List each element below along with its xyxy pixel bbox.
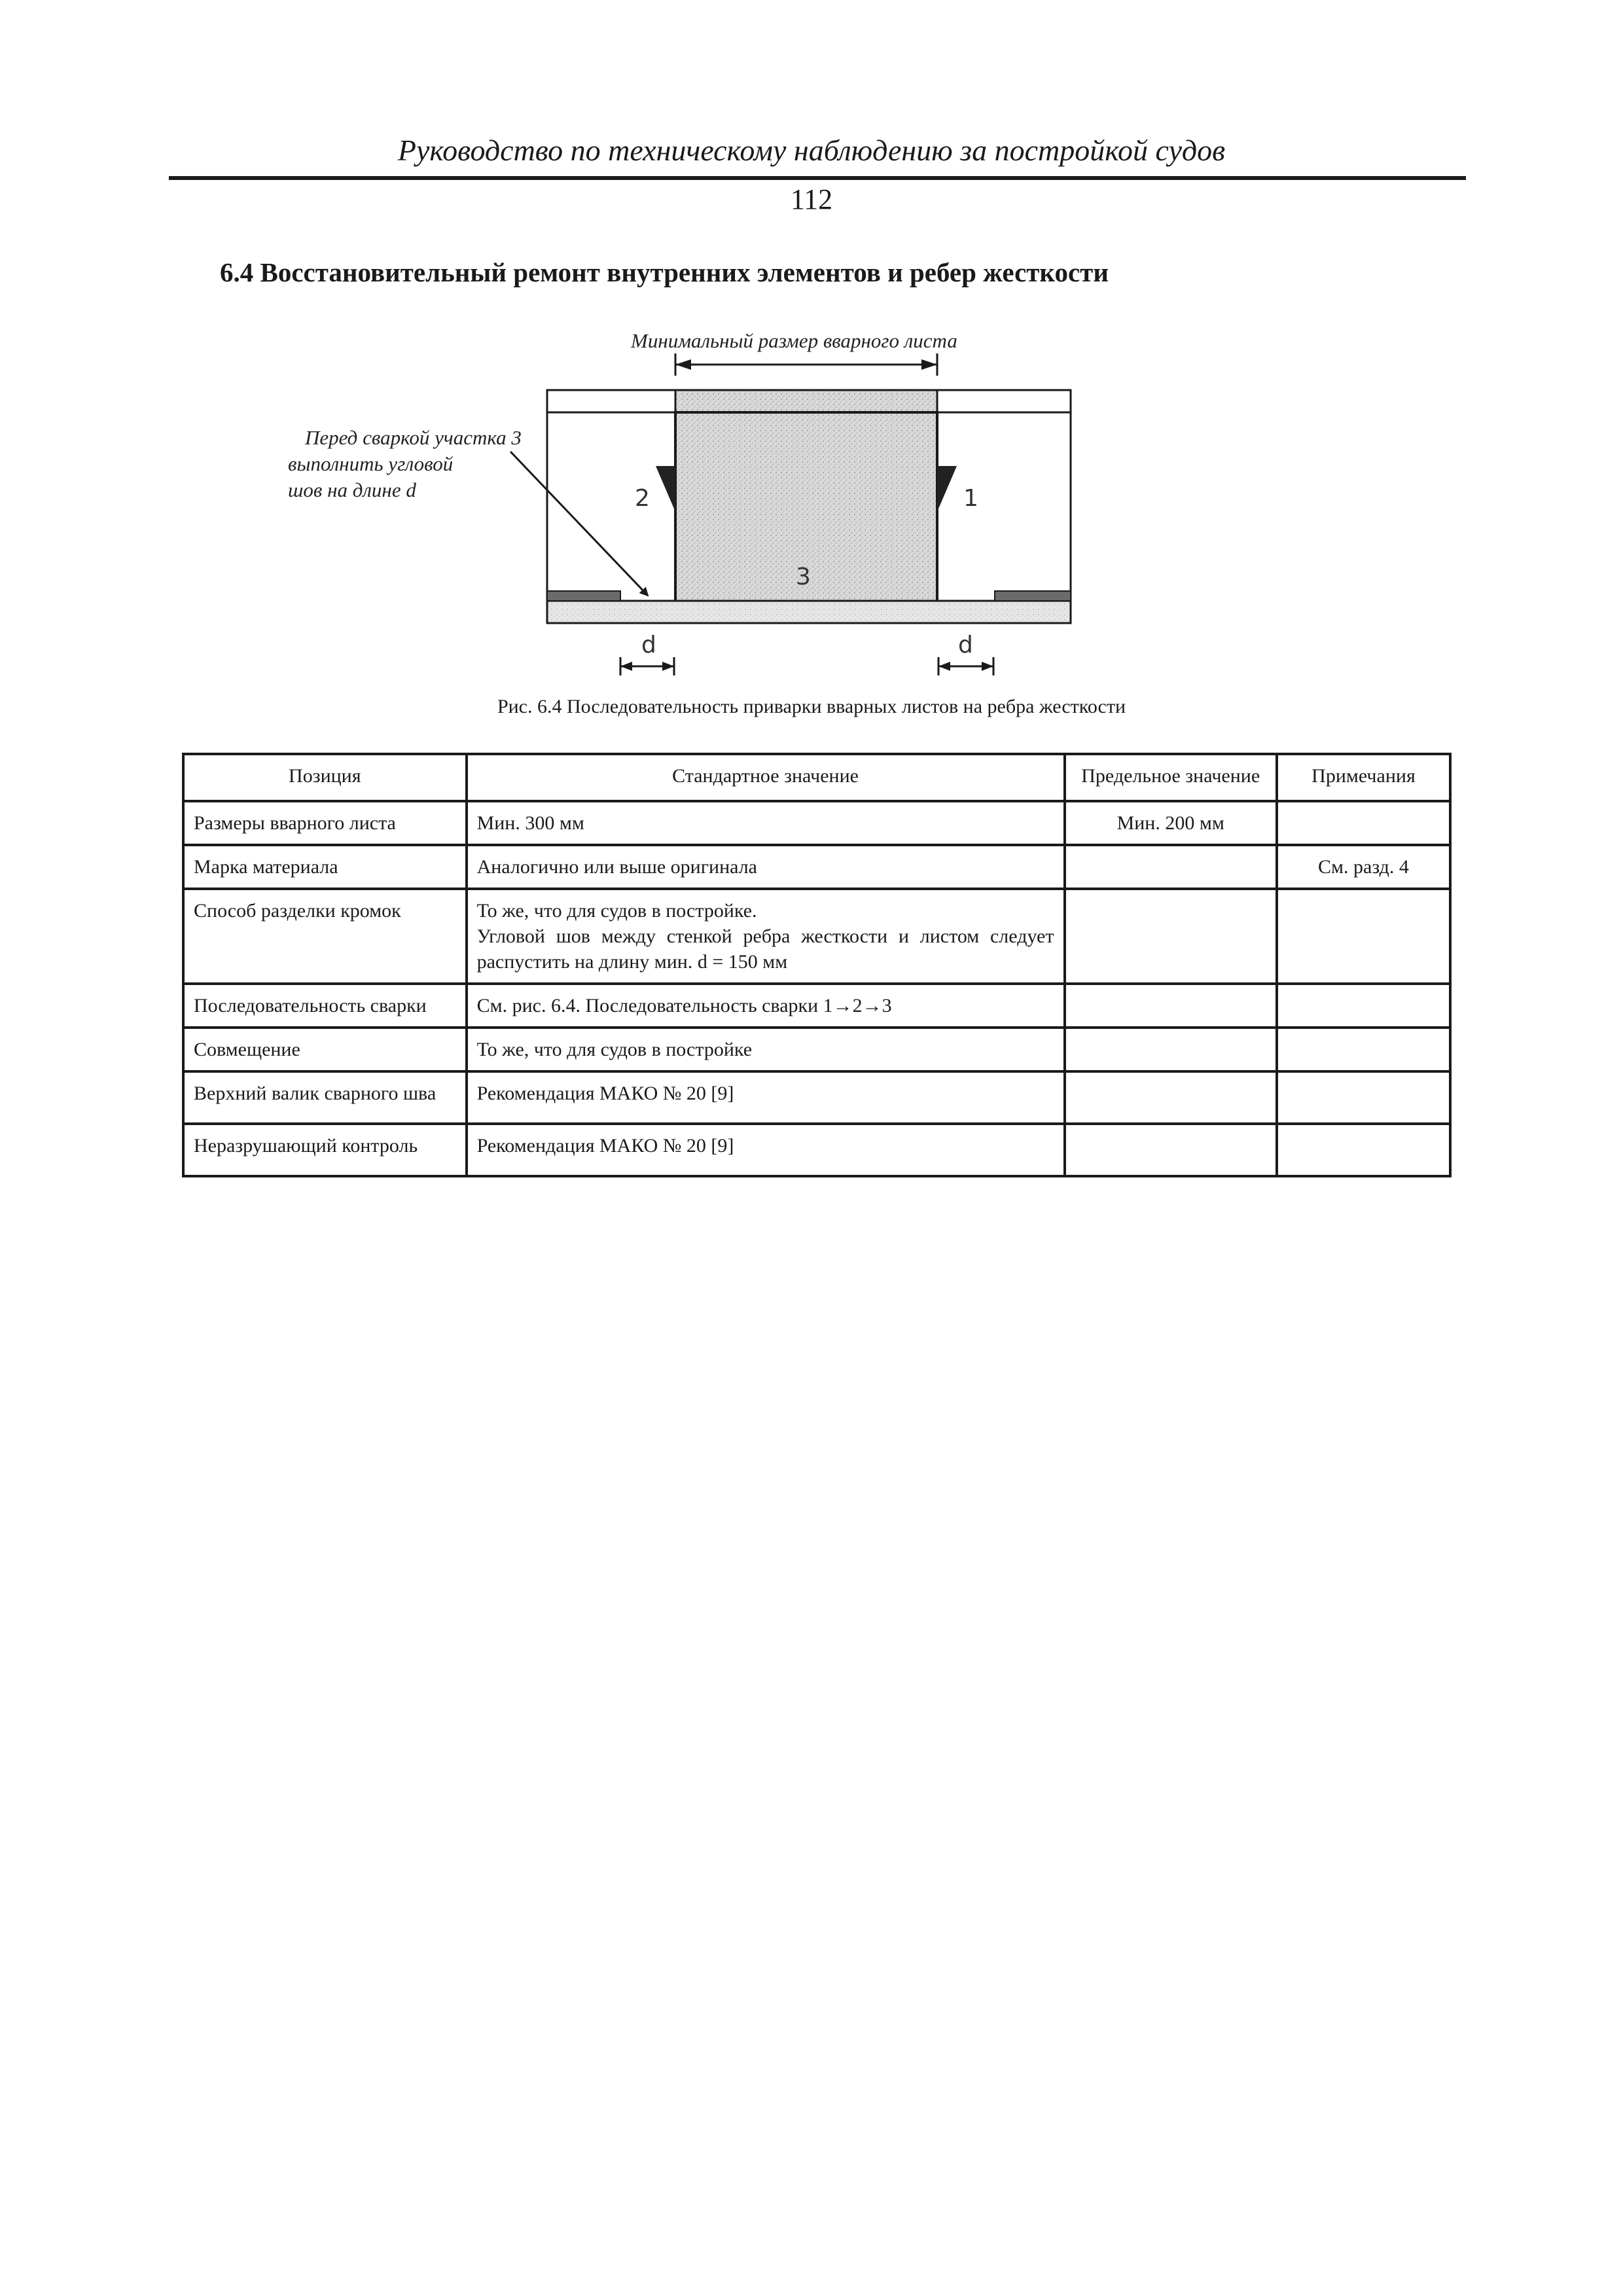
- running-title: Руководство по техническому наблюдению за постройкой судов: [397, 134, 1226, 167]
- table-header-row: [183, 754, 1450, 801]
- min-size-dimension: [675, 353, 937, 376]
- cell-note: См. разд. 4: [1277, 845, 1450, 889]
- weld-label-2: 2: [635, 485, 650, 512]
- cell-position: Верхний валик сварного шва: [183, 1071, 467, 1124]
- header-position: Позиция: [183, 754, 467, 801]
- table-row: [183, 1028, 1450, 1071]
- min-size-label: Минимальный размер вварного листа: [631, 329, 957, 352]
- table-row: [183, 984, 1450, 1028]
- cell-standard: [467, 889, 1065, 984]
- cell-limit: Мин. 200 мм: [1065, 801, 1277, 845]
- dim-d-left: [620, 657, 674, 675]
- cell-standard: Рекомендация МАКО № 20 [9]: [467, 1071, 1065, 1124]
- cell-standard-line: Угловой шов между стенкой ребра жесткости и листом следует распустить на длину мин. d = 150 мм: [476, 925, 1054, 973]
- header-notes: Примечания: [1277, 754, 1450, 801]
- cell-note: [1277, 1028, 1450, 1071]
- note-line-2: выполнить угловой: [288, 452, 454, 475]
- table-row: [183, 1071, 1450, 1124]
- cell-note: [1277, 1071, 1450, 1124]
- cell-standard: Рекомендация МАКО № 20 [9]: [467, 1124, 1065, 1176]
- cell-position: Размеры вварного листа: [183, 801, 467, 845]
- cell-limit: [1065, 889, 1277, 984]
- top-plate: [547, 390, 1071, 412]
- cell-standard-line: То же, что для судов в постройке.: [476, 900, 757, 922]
- cell-limit: [1065, 845, 1277, 889]
- bottom-plate: [547, 601, 1071, 623]
- weld-seam-2: [656, 466, 675, 512]
- header-limit: Предельное значение: [1065, 754, 1277, 801]
- left-flange: [547, 591, 620, 601]
- page-number: 112: [790, 183, 833, 215]
- cell-note: [1277, 801, 1450, 845]
- note-line-1: Перед сваркой участка 3: [305, 426, 522, 449]
- right-flange: [995, 591, 1071, 601]
- dim-d-right-label: d: [958, 632, 973, 658]
- cell-position: Последовательность сварки: [183, 984, 467, 1028]
- table-row: [183, 889, 1450, 984]
- cell-position: Марка материала: [183, 845, 467, 889]
- cell-note: [1277, 984, 1450, 1028]
- cell-limit: [1065, 984, 1277, 1028]
- cell-standard: То же, что для судов в постройке: [467, 1028, 1065, 1071]
- cell-limit: [1065, 1071, 1277, 1124]
- cell-limit: [1065, 1028, 1277, 1071]
- cell-standard: Мин. 300 мм: [467, 801, 1065, 845]
- cell-standard: См. рис. 6.4. Последовательность сварки 1→2→3: [467, 984, 1065, 1028]
- spec-table: [182, 753, 1452, 1177]
- cell-position: Совмещение: [183, 1028, 467, 1071]
- cell-limit: [1065, 1124, 1277, 1176]
- table-row: [183, 801, 1450, 845]
- note-line-3: шов на длине d: [288, 478, 416, 501]
- leader-arrow: [510, 452, 648, 596]
- table-row: [183, 845, 1450, 889]
- weld-label-1: 1: [963, 485, 978, 512]
- weld-diagram: [0, 0, 1623, 720]
- figure-caption: Рис. 6.4 Последовательность приварки вварных листов на ребра жесткости: [497, 696, 1126, 717]
- cell-standard: Аналогично или выше оригинала: [467, 845, 1065, 889]
- header-standard: Стандартное значение: [467, 754, 1065, 801]
- cell-position: Неразрушающий контроль: [183, 1124, 467, 1176]
- weld-label-3: 3: [796, 564, 811, 590]
- cell-note: [1277, 1124, 1450, 1176]
- dim-d-right: [938, 657, 993, 675]
- figure-6-4: [0, 0, 1623, 720]
- cell-note: [1277, 889, 1450, 984]
- weld-seam-1: [937, 466, 957, 512]
- dim-d-left-label: d: [641, 632, 656, 658]
- section-heading: 6.4 Восстановительный ремонт внутренних элементов и ребер жесткости: [220, 257, 1109, 287]
- cell-position: Способ разделки кромок: [183, 889, 467, 984]
- table-row: [183, 1124, 1450, 1176]
